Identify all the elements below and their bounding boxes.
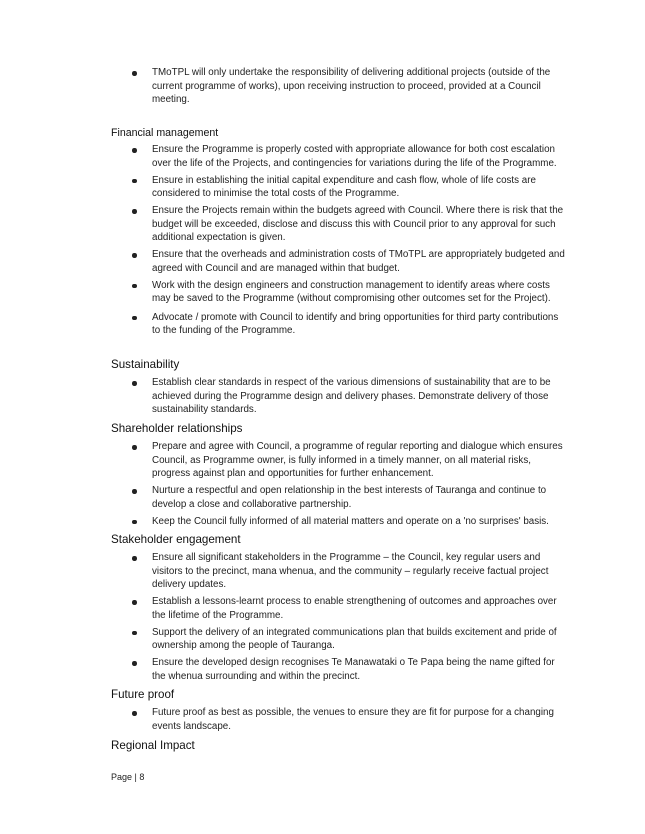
bullet-icon: [132, 445, 137, 450]
page-number: Page | 8: [111, 772, 145, 782]
list-item: [111, 626, 566, 653]
financial-management-list: [111, 143, 566, 338]
list-item: [111, 484, 566, 511]
list-item: [111, 174, 566, 201]
bullet-text: Work with the design engineers and construction management to identify areas where costs may be saved to the Programme (without compromising other outcomes set for the Project).: [152, 279, 551, 304]
bullet-icon: [132, 520, 137, 525]
sustainability-list: [111, 376, 566, 417]
bullet-icon: [132, 631, 137, 636]
bullet-text: Future proof as best as possible, the venues to ensure they are fit for purpose for a changing events landscape.: [152, 707, 554, 732]
list-item: [111, 551, 566, 592]
future-proof-block: [111, 706, 566, 737]
bullet-text: Ensure that the overheads and administration costs of TMoTPL are appropriately budgeted and agreed with Council and are managed within that budget.: [152, 249, 565, 274]
section-heading-stakeholder-engagement: Stakeholder engagement: [111, 533, 241, 546]
bullet-text: TMoTPL will only undertake the responsibility of delivering additional projects (outside of the current programme of works), upon receiving instruction to proceed, provided at a Council meeting.: [152, 67, 551, 105]
stakeholder-engagement-list: [111, 551, 566, 683]
list-item: [111, 440, 566, 481]
bullet-text: Establish clear standards in respect of the various dimensions of sustainability that are to be achieved during the Programme design and delivery phases. Demonstrate delivery of those sustainability standards.: [152, 377, 551, 415]
section-heading-future-proof: Future proof: [111, 688, 175, 701]
section-heading-shareholder-relationships: Shareholder relationships: [111, 422, 243, 435]
bullet-icon: [132, 661, 137, 666]
financial-management-block: [111, 143, 566, 341]
bullet-icon: [132, 316, 137, 321]
bullet-icon: [132, 284, 137, 289]
bullet-icon: [132, 148, 137, 153]
bullet-text: Support the delivery of an integrated communications plan that builds excitement and pride of ownership among the people of Tauranga.: [152, 626, 557, 651]
bullet-icon: [132, 489, 137, 494]
bullet-text: Prepare and agree with Council, a programme of regular reporting and dialogue which ensures Council, as Programme owner, is fully informed in a timely manner, on all material risks, progress against plan and opportunities for further enhancement.: [152, 441, 563, 479]
sustainability-block: [111, 376, 566, 420]
intro-bullet-list: [111, 66, 566, 107]
bullet-icon: [132, 253, 137, 258]
bullet-text: Ensure the developed design recognises Te Manawataki o Te Papa being the name gifted for the whenua surrounding and within the precinct.: [152, 657, 555, 682]
list-item: [111, 248, 566, 275]
list-item: [111, 279, 566, 306]
section-heading-regional-impact: Regional Impact: [111, 739, 195, 752]
bullet-text: Establish a lessons-learnt process to enable strengthening of outcomes and approaches over the lifetime of the Programme.: [152, 596, 557, 621]
list-item: [111, 376, 566, 417]
bullet-icon: [132, 556, 137, 561]
bullet-icon: [132, 600, 137, 605]
bullet-text: Ensure in establishing the initial capital expenditure and cash flow, whole of life costs are considered to minimise the total costs of the Programme.: [152, 174, 536, 199]
list-item: [111, 143, 566, 170]
bullet-icon: [132, 179, 137, 184]
bullet-text: Keep the Council fully informed of all material matters and operate on a 'no surprises' basis.: [152, 515, 549, 527]
bullet-text: Nurture a respectful and open relationship in the best interests of Tauranga and continue to develop a close and collaborative partnership.: [152, 485, 547, 510]
bullet-text: Ensure all significant stakeholders in the Programme – the Council, key regular users and visitors to the precinct, mana whenua, and the community – regularly receive factual project delivery updates.: [152, 552, 549, 590]
bullet-text: Ensure the Projects remain within the budgets agreed with Council. Where there is risk that the budget will be exceeded, disclose and discuss this with Council prior to any approval for such additional expectation is given.: [152, 205, 564, 243]
bullet-icon: [132, 71, 137, 76]
bullet-text: Advocate / promote with Council to identify and bring opportunities for third party contributions to the funding of the Programme.: [152, 311, 559, 336]
bullet-icon: [132, 381, 137, 386]
list-item: [111, 311, 566, 338]
bullet-text: Ensure the Programme is properly costed with appropriate allowance for both cost escalation over the life of the Projects, and contingencies for variations during the life of the Programme.: [152, 144, 557, 169]
future-proof-list: [111, 706, 566, 733]
section-heading-sustainability: Sustainability: [111, 358, 180, 371]
list-item: [111, 595, 566, 622]
section-heading-financial-management: Financial management: [111, 127, 219, 139]
bullet-icon: [132, 711, 137, 716]
shareholder-relationships-block: [111, 440, 566, 532]
list-item: [111, 515, 566, 529]
list-item: [111, 66, 566, 107]
intro-block: [111, 66, 566, 110]
bullet-icon: [132, 209, 137, 214]
stakeholder-engagement-block: [111, 551, 566, 687]
list-item: [111, 706, 566, 733]
list-item: [111, 204, 566, 245]
list-item: [111, 656, 566, 683]
shareholder-relationships-list: [111, 440, 566, 528]
